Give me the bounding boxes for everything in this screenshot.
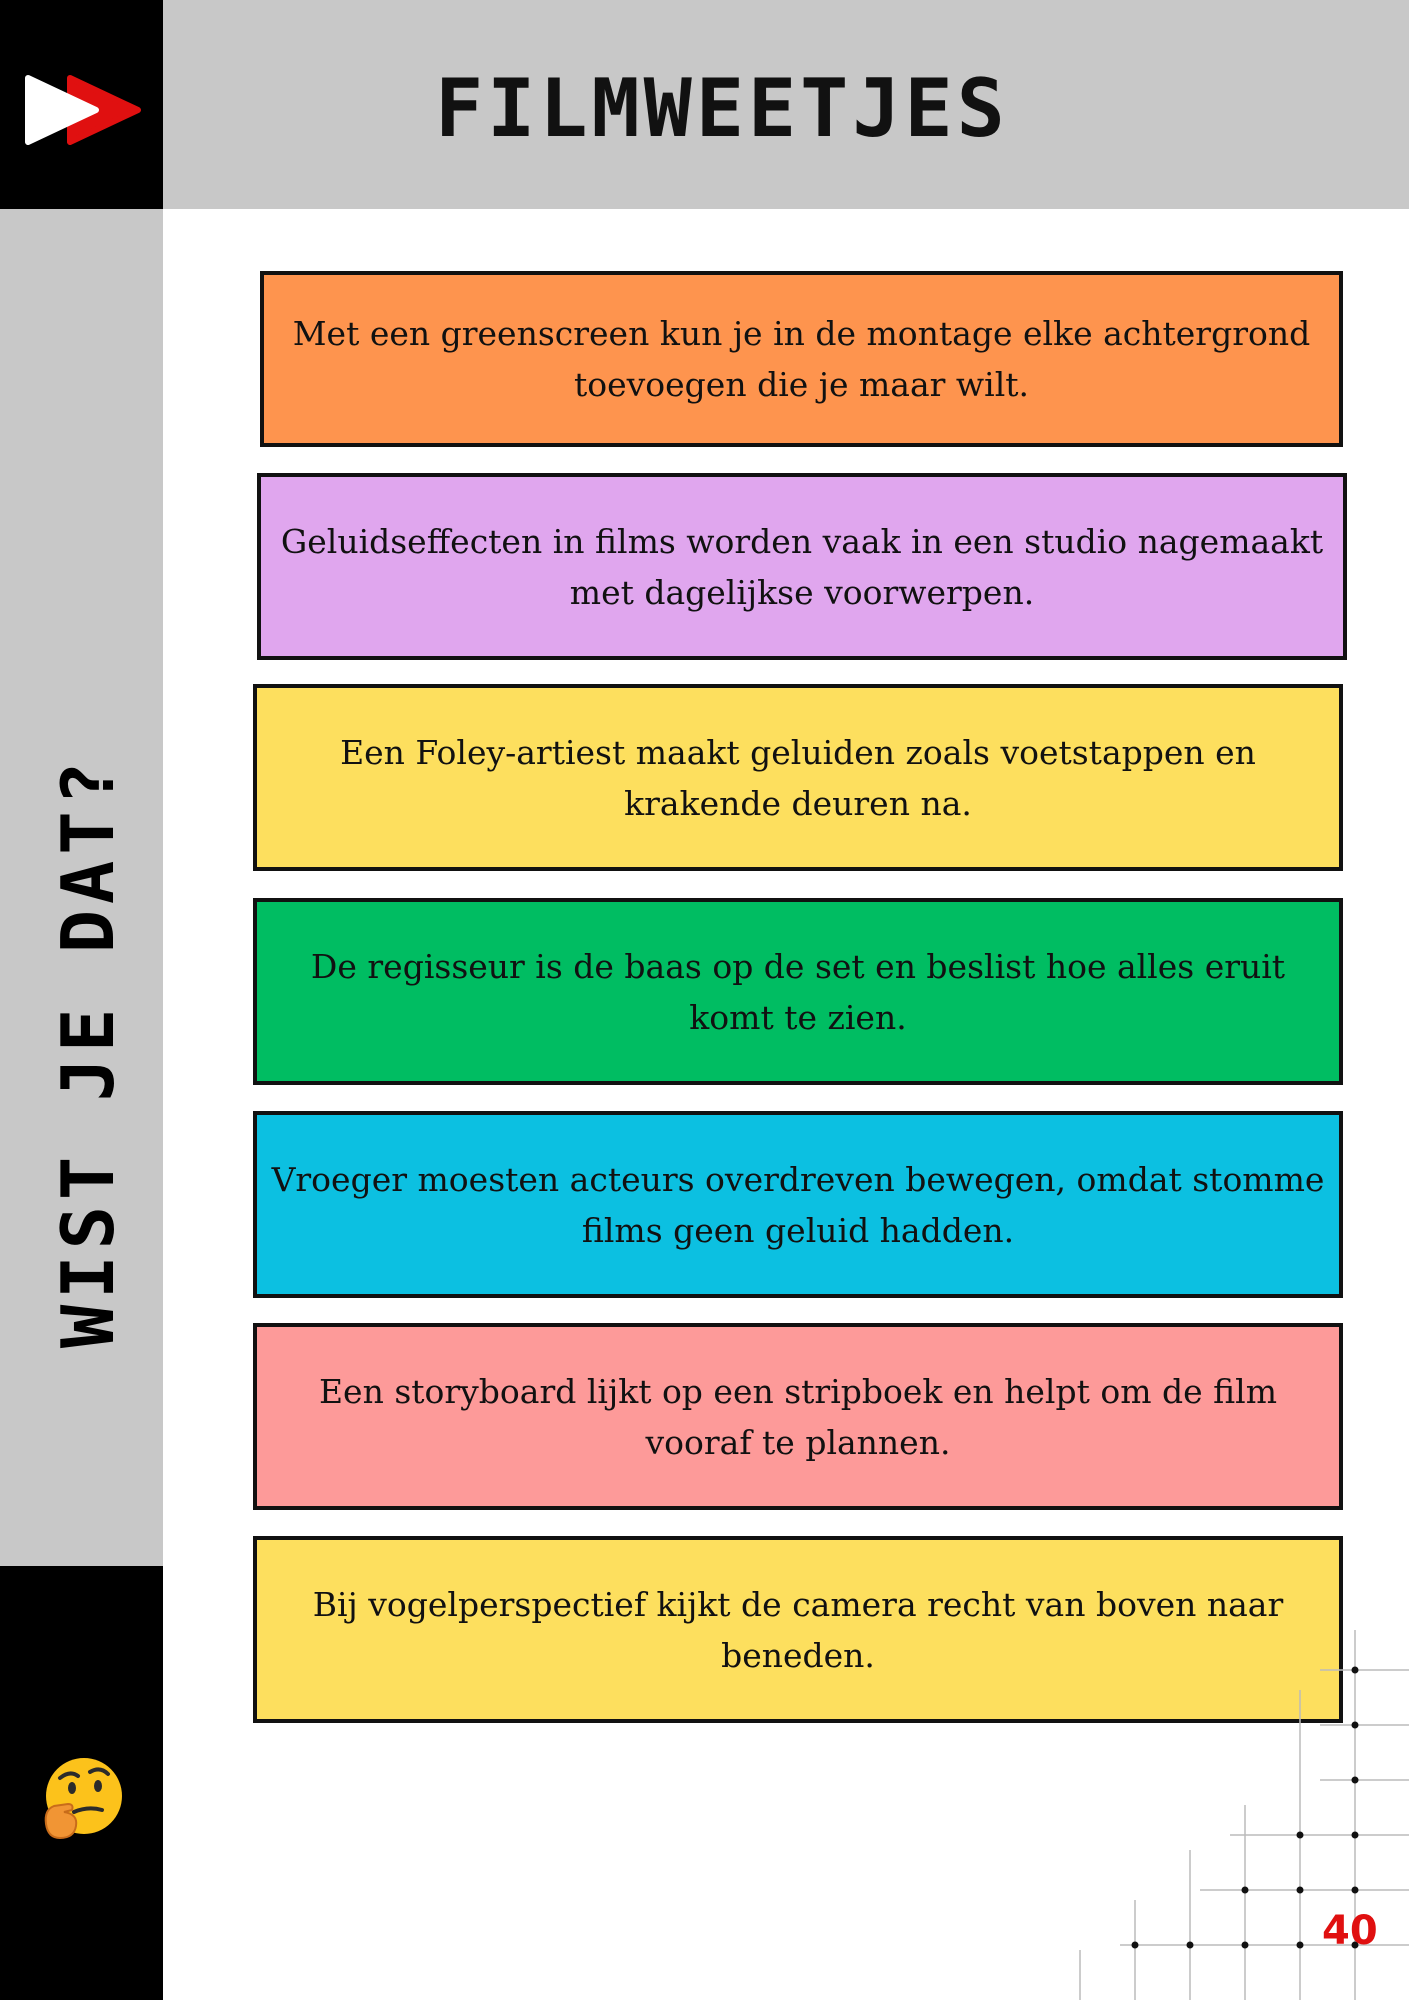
fact-card-2 [257,473,1347,660]
fact-card-1 [260,271,1343,447]
fact-card-6 [253,1323,1343,1510]
fact-text: Bij vogelperspectief kijkt de camera recht van boven naar beneden. [312,1584,1284,1675]
fact-card-5 [253,1111,1343,1298]
page-title: FILMWEETJES [435,62,1009,155]
page-number: 40 [1322,1908,1378,1954]
fact-text: Een Foley-artiest maakt geluiden zoals voetstappen en krakende deuren na. [340,732,1256,823]
fact-card-3 [253,684,1343,871]
fact-text: De regisseur is de baas op de set en beslist hoe alles eruit komt te zien. [310,946,1286,1037]
vertical-heading: WIST JE DAT? [46,755,130,1349]
fact-text: Met een greenscreen kun je in de montage elke achtergrond toevoegen die je maar wilt. [292,314,1311,404]
fast-forward-icon [22,70,142,150]
fact-text: Een storyboard lijkt op een stripboek en helpt om de film vooraf te plannen. [318,1371,1278,1462]
fact-card-4 [253,898,1343,1085]
fact-text: Vroeger moesten acteurs overdreven bewegen, omdat stomme films geen geluid hadden. [271,1159,1325,1250]
thinking-face-icon [38,1754,126,1842]
fact-text: Geluidseffecten in films worden vaak in een studio nagemaakt met dagelijkse voorwerpen. [280,521,1324,612]
